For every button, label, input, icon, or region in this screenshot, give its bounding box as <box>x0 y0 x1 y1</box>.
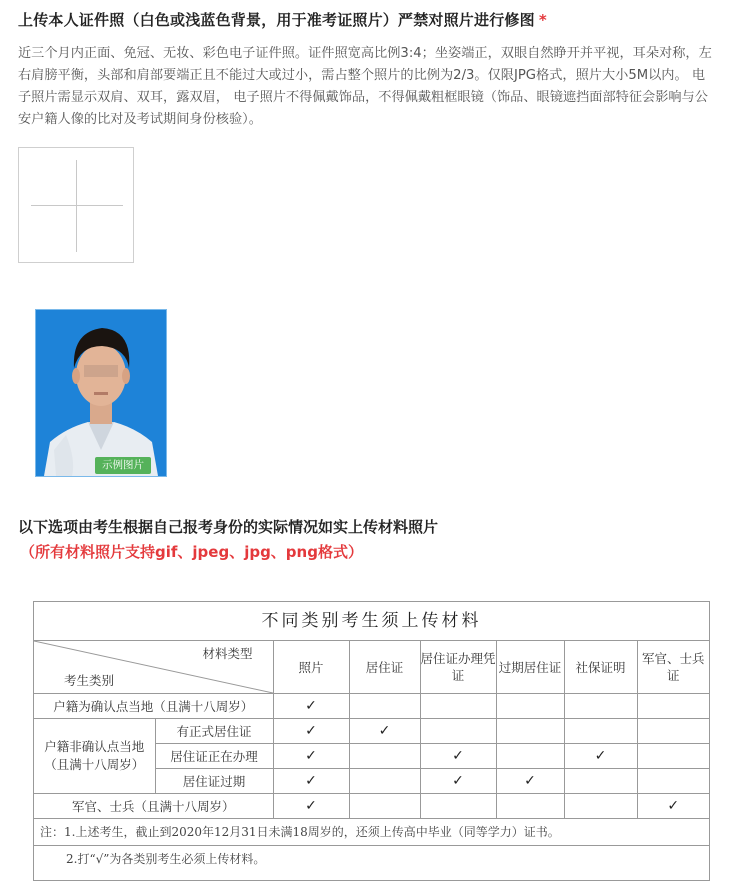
column-header: 社保证明 <box>564 641 637 694</box>
row-group-label: 户籍非确认点当地（且满十八周岁） <box>34 719 155 794</box>
table-cell <box>637 794 709 819</box>
corner-top-label: 材料类型 <box>202 646 253 661</box>
check-mark-icon: ✓ <box>452 773 464 789</box>
column-header: 居住证办理凭证 <box>420 641 496 694</box>
check-mark-icon: ✓ <box>667 798 680 814</box>
check-mark-icon: ✓ <box>305 698 317 714</box>
check-mark-icon: ✓ <box>594 748 607 764</box>
table-cell <box>273 744 349 769</box>
row-label: 居住证正在办理 <box>155 744 273 769</box>
table-cell <box>420 794 496 819</box>
check-mark-icon: ✓ <box>305 798 317 814</box>
column-header: 过期居住证 <box>496 641 564 694</box>
table-cell <box>564 694 637 719</box>
table-cell <box>273 769 349 794</box>
table-row <box>34 719 709 744</box>
required-mark: * <box>538 11 547 29</box>
sample-label: 示例图片 <box>95 457 151 474</box>
table-cell <box>349 719 420 744</box>
row-label: 居住证过期 <box>155 769 273 794</box>
table-cell <box>349 769 420 794</box>
materials-grid <box>34 641 709 819</box>
table-notes <box>34 819 709 872</box>
table-cell <box>349 794 420 819</box>
table-cell <box>273 794 349 819</box>
corner-bottom-label: 考生类别 <box>64 673 115 688</box>
check-mark-icon: ✓ <box>305 723 317 739</box>
table-cell <box>273 694 349 719</box>
table-cell <box>637 769 709 794</box>
table-cell <box>420 744 496 769</box>
table-cell <box>637 719 709 744</box>
plus-icon-vertical <box>76 160 77 252</box>
column-header: 军官、士兵证 <box>637 641 709 694</box>
materials-title: 以下选项由考生根据自己报考身份的实际情况如实上传材料照片 <box>18 518 439 536</box>
row-label: 户籍为确认点当地（且满十八周岁） <box>34 694 273 719</box>
check-mark-icon: ✓ <box>452 748 464 764</box>
table-cell <box>564 744 637 769</box>
materials-table <box>33 601 710 881</box>
table-cell <box>564 769 637 794</box>
plus-icon <box>31 205 123 206</box>
table-corner-cell <box>34 641 273 694</box>
table-cell <box>496 719 564 744</box>
table-cell <box>349 744 420 769</box>
check-mark-icon: ✓ <box>305 773 317 789</box>
row-label: 有正式居住证 <box>155 719 273 744</box>
table-cell <box>496 744 564 769</box>
check-mark-icon: ✓ <box>524 773 536 789</box>
column-header: 照片 <box>273 641 349 694</box>
table-cell <box>637 694 709 719</box>
row-label: 军官、士兵（且满十八周岁） <box>34 794 273 819</box>
table-cell <box>496 694 564 719</box>
table-cell <box>564 794 637 819</box>
table-cell <box>637 744 709 769</box>
upload-title-text: 上传本人证件照（白色或浅蓝色背景，用于准考证照片）严禁对照片进行修图 <box>18 11 535 29</box>
table-caption: 不同类别考生须上传材料 <box>34 602 709 641</box>
table-row <box>34 794 709 819</box>
table-row <box>34 694 709 719</box>
table-header-row <box>34 641 709 694</box>
table-cell <box>349 694 420 719</box>
sample-photo <box>35 309 167 477</box>
column-header: 居住证 <box>349 641 420 694</box>
check-mark-icon: ✓ <box>305 748 317 764</box>
check-mark-icon: ✓ <box>378 723 391 739</box>
table-cell <box>420 694 496 719</box>
table-cell <box>564 719 637 744</box>
note-item: 2.打“√”为各类别考生必须上传材料。 <box>66 852 266 866</box>
upload-title <box>18 9 718 30</box>
materials-format-note: （所有材料照片支持gif、jpeg、jpg、png格式） <box>20 543 363 561</box>
upload-description: 近三个月内正面、免冠、无妆、彩色电子证件照。证件照宽高比例3:4；坐姿端正，双眼自然睁开并平视，耳朵对称，左右肩膀平衡，头部和肩部要端正且不能过大或过小，需占整个照片的比例为2/3。仅限JPG格式，照片大小5M以内。 电子照片需显示双肩、双耳，露双眉， 电子照片不得佩戴饰品，不得佩戴粗框眼镜（饰品、眼镜遮挡面部特征会影响与公安户籍人像的比对及考试期间身份核验）。 <box>18 46 712 127</box>
note-item: 注：1.上述考生，截止到2020年12月31日未满18周岁的，还须上传高中毕业（同等学力）证书。 <box>34 819 709 846</box>
table-cell <box>420 719 496 744</box>
table-cell <box>420 769 496 794</box>
person-silhouette-icon <box>36 310 166 476</box>
table-cell <box>496 769 564 794</box>
table-cell <box>496 794 564 819</box>
photo-upload-button[interactable] <box>18 147 134 263</box>
table-cell <box>273 719 349 744</box>
